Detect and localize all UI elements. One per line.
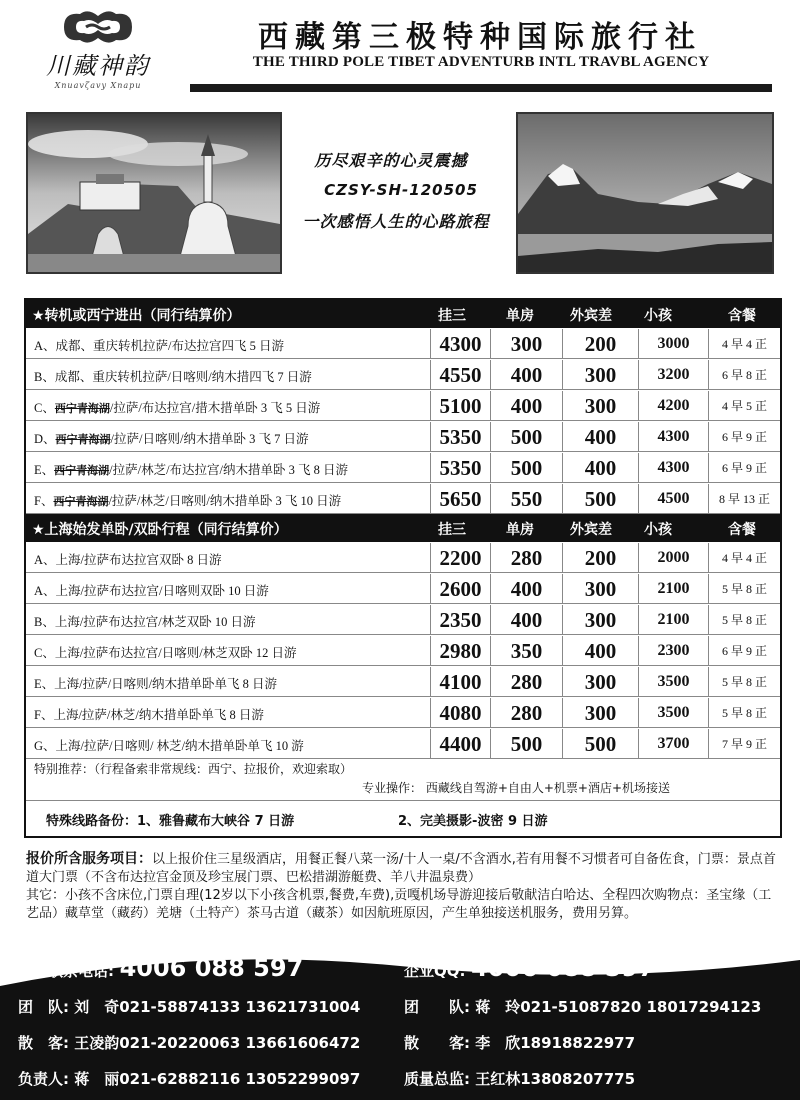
meals-included: 5 早 8 正 (708, 605, 780, 635)
contact-group-tours-2: 团 队: 蒋 玲021-51087820 18017294123 (404, 998, 762, 1016)
price-child: 2300 (638, 636, 708, 666)
price-foreigner: 200 (562, 543, 638, 573)
meals-included: 6 早 9 正 (708, 636, 780, 666)
col-header-meals: 含餐 (728, 308, 756, 324)
price-foreigner: 300 (562, 667, 638, 697)
price-triple: 5100 (430, 391, 490, 421)
price-foreigner: 300 (562, 574, 638, 604)
price-child: 3200 (638, 360, 708, 390)
service-text-1: 以上报价住三星级酒店，用餐正餐八菜一汤/十人一桌/不含酒水,若有用餐不习惯者可自备佐食，门票：景点首道大门票（不含布达拉宫金顶及珍宝展门票、巴松措湖游艇费、羊八井温泉费） (26, 852, 776, 885)
route-name: E、西宁青海湖/拉萨/林芝/布达拉宫/纳木措单卧 3 飞 8 日游 (34, 463, 349, 477)
col-header-child: 小孩 (644, 308, 672, 324)
price-single-room: 500 (490, 729, 562, 759)
table-row (26, 667, 780, 697)
price-triple: 2600 (430, 574, 490, 604)
price-foreigner: 300 (562, 698, 638, 728)
col-header-single-room: 单房 (506, 308, 534, 324)
special-route-2: 2、完美摄影-波密 9 日游 (398, 814, 548, 829)
price-single-room: 500 (490, 422, 562, 452)
price-child: 3500 (638, 698, 708, 728)
route-name: F、上海/拉萨/林芝/纳木措单卧单飞 8 日游 (34, 708, 264, 722)
route-name: D、西宁青海湖/拉萨/日喀则/纳木措单卧 3 飞 7 日游 (34, 432, 309, 446)
price-child: 4200 (638, 391, 708, 421)
snow-mountain-lake-photo (516, 112, 774, 274)
price-single-room: 280 (490, 667, 562, 697)
contact-quality-director: 质量总监: 王红林13808207775 (404, 1070, 636, 1088)
price-table (24, 298, 782, 838)
contact-group-tours: 团 队: 刘 奇021-58874133 13621731004 (18, 998, 361, 1016)
price-triple: 4080 (430, 698, 490, 728)
agency-title-chinese: 西藏第三极特种国际旅行社 (258, 20, 702, 55)
logo-latin-text: Xnuavζavy Xnapu (54, 81, 142, 90)
table-row (26, 574, 780, 604)
agency-title-english: THE THIRD POLE TIBET ADVENTURB INTL TRAVBL AGENCY (252, 54, 710, 70)
potala-palace-photo (26, 112, 282, 274)
special-recommendation: 特别推荐：（行程备索非常规线：西宁、拉报价，欢迎索取） (34, 762, 353, 776)
meals-included: 6 早 9 正 (708, 453, 780, 483)
price-triple: 5350 (430, 422, 490, 452)
price-single-room: 280 (490, 543, 562, 573)
price-foreigner: 200 (562, 329, 638, 359)
table-row (26, 422, 780, 452)
table-row (26, 543, 780, 573)
price-child: 4300 (638, 422, 708, 452)
table-row (26, 360, 780, 390)
col-header-triple: 挂三 (438, 308, 466, 324)
route-name: F、西宁青海湖/拉萨/林芝/日喀则/纳木措单卧 3 飞 10 日游 (34, 494, 342, 508)
section1-title: ★转机或西宁进出（同行结算价） (32, 308, 241, 324)
contact-footer (0, 946, 800, 1100)
section2-title: ★上海始发单卧/双卧行程（同行结算价） (32, 522, 288, 538)
route-name: E、上海/拉萨/日喀则/纳木措单卧单飞 8 日游 (34, 677, 278, 691)
price-foreigner: 500 (562, 729, 638, 759)
section1-header (26, 300, 780, 328)
price-single-room: 400 (490, 605, 562, 635)
col-header-single-room: 单房 (506, 522, 534, 538)
meals-included: 4 早 4 正 (708, 329, 780, 359)
table-row (26, 698, 780, 728)
meals-included: 5 早 8 正 (708, 698, 780, 728)
contact-individual-2: 散 客: 李 欣18918822977 (404, 1034, 636, 1052)
phone-number: 4006 088 597 (119, 954, 304, 982)
special-route-1: 特殊线路备份：1、雅鲁藏布大峡谷 7 日游 (46, 814, 295, 829)
route-name: A、成都、重庆转机拉萨/布达拉宫四飞 5 日游 (34, 339, 285, 353)
header-divider (190, 84, 772, 92)
table-row (26, 391, 780, 421)
meals-included: 5 早 8 正 (708, 574, 780, 604)
meals-included: 6 早 9 正 (708, 422, 780, 452)
table-row (26, 605, 780, 635)
price-foreigner: 400 (562, 636, 638, 666)
price-single-room: 500 (490, 453, 562, 483)
price-triple: 2980 (430, 636, 490, 666)
price-foreigner: 300 (562, 360, 638, 390)
price-triple: 5350 (430, 453, 490, 483)
meals-included: 4 早 5 正 (708, 391, 780, 421)
price-triple: 5650 (430, 484, 490, 514)
price-single-room: 300 (490, 329, 562, 359)
price-child: 4500 (638, 484, 708, 514)
agency-logo (18, 6, 178, 90)
phone-contact (18, 954, 303, 982)
service-text-2: 其它：小孩不含床位,门票自理(12岁以下小孩含机票,餐费,车费),贡嘎机场导游迎接后敬献洁白哈达、全程四次购物点：圣宝缘（工艺品）藏草堂（藏药）羌塘（土特产）茶马古道（藏茶）如因航班原因，产生单独接送机服务，费用另算。 (26, 888, 772, 921)
phone-label: 上海联系电话: (18, 962, 114, 980)
meals-included: 4 早 4 正 (708, 543, 780, 573)
price-single-room: 280 (490, 698, 562, 728)
product-code: CZSY-SH-120505 (324, 181, 478, 199)
route-name: B、成都、重庆转机拉萨/日喀则/纳木措四飞 7 日游 (34, 370, 312, 384)
price-single-room: 400 (490, 360, 562, 390)
price-foreigner: 400 (562, 453, 638, 483)
service-terms (26, 850, 778, 923)
price-child: 3700 (638, 729, 708, 759)
col-header-meals: 含餐 (728, 522, 756, 538)
meals-included: 5 早 8 正 (708, 667, 780, 697)
table-row (26, 329, 780, 359)
route-name: G、上海/拉萨/日喀则/ 林芝/纳木措单卧单飞 10 游 (34, 739, 304, 753)
route-name: A、上海/拉萨布达拉宫/日喀则双卧 10 日游 (34, 584, 269, 598)
section2-header (26, 514, 780, 542)
route-name: B、上海/拉萨布达拉宫/林芝双卧 10 日游 (34, 615, 256, 629)
price-child: 2100 (638, 574, 708, 604)
price-child: 3000 (638, 329, 708, 359)
price-foreigner: 300 (562, 605, 638, 635)
route-name: C、西宁青海湖/拉萨/布达拉宫/措木措单卧 3 飞 5 日游 (34, 401, 321, 415)
contact-individual: 散 客: 王凌韵021-20220063 13661606472 (18, 1034, 361, 1052)
col-header-foreigner-surcharge: 外宾差 (570, 308, 612, 324)
price-child: 2100 (638, 605, 708, 635)
price-triple: 4100 (430, 667, 490, 697)
slogan-line-3: 一次感悟人生的心路旅程 (302, 212, 490, 231)
price-triple: 2350 (430, 605, 490, 635)
contact-manager: 负责人: 蒋 丽021-62882116 13052299097 (18, 1070, 361, 1088)
col-header-triple: 挂三 (438, 522, 466, 538)
logo-chinese-text: 川藏神韵 (46, 52, 150, 80)
price-child: 3500 (638, 667, 708, 697)
price-triple: 4300 (430, 329, 490, 359)
qq-number: 4006 088 597 (471, 954, 655, 982)
price-triple: 2200 (430, 543, 490, 573)
price-foreigner: 500 (562, 484, 638, 514)
price-single-room: 350 (490, 636, 562, 666)
route-name: A、上海/拉萨布达拉宫双卧 8 日游 (34, 553, 222, 567)
special-routes (26, 800, 780, 836)
price-single-room: 400 (490, 391, 562, 421)
col-header-foreigner-surcharge: 外宾差 (570, 522, 612, 538)
price-single-room: 550 (490, 484, 562, 514)
price-triple: 4550 (430, 360, 490, 390)
col-header-child: 小孩 (644, 522, 672, 538)
price-child: 2000 (638, 543, 708, 573)
route-name: C、上海/拉萨布达拉宫/日喀则/林芝双卧 12 日游 (34, 646, 297, 660)
table-row (26, 729, 780, 759)
meals-included: 7 早 9 正 (708, 729, 780, 759)
table-row (26, 484, 780, 514)
price-child: 4300 (638, 453, 708, 483)
meals-included: 6 早 8 正 (708, 360, 780, 390)
price-single-room: 400 (490, 574, 562, 604)
price-triple: 4400 (430, 729, 490, 759)
service-label: 报价所含服务项目： (26, 851, 152, 867)
price-foreigner: 400 (562, 422, 638, 452)
table-row (26, 453, 780, 483)
qq-contact (404, 954, 655, 982)
professional-services: 专业操作： 西藏线自驾游+自由人+机票+酒店+机场接送 (362, 781, 671, 795)
slogan-line-1: 历尽艰辛的心灵震撼 (314, 151, 468, 170)
qq-label: 企业QQ: (404, 962, 466, 980)
meals-included: 8 早 13 正 (708, 484, 780, 514)
slogan-block (290, 148, 512, 232)
price-foreigner: 300 (562, 391, 638, 421)
knot-emblem-icon (58, 6, 138, 48)
table-row (26, 636, 780, 666)
